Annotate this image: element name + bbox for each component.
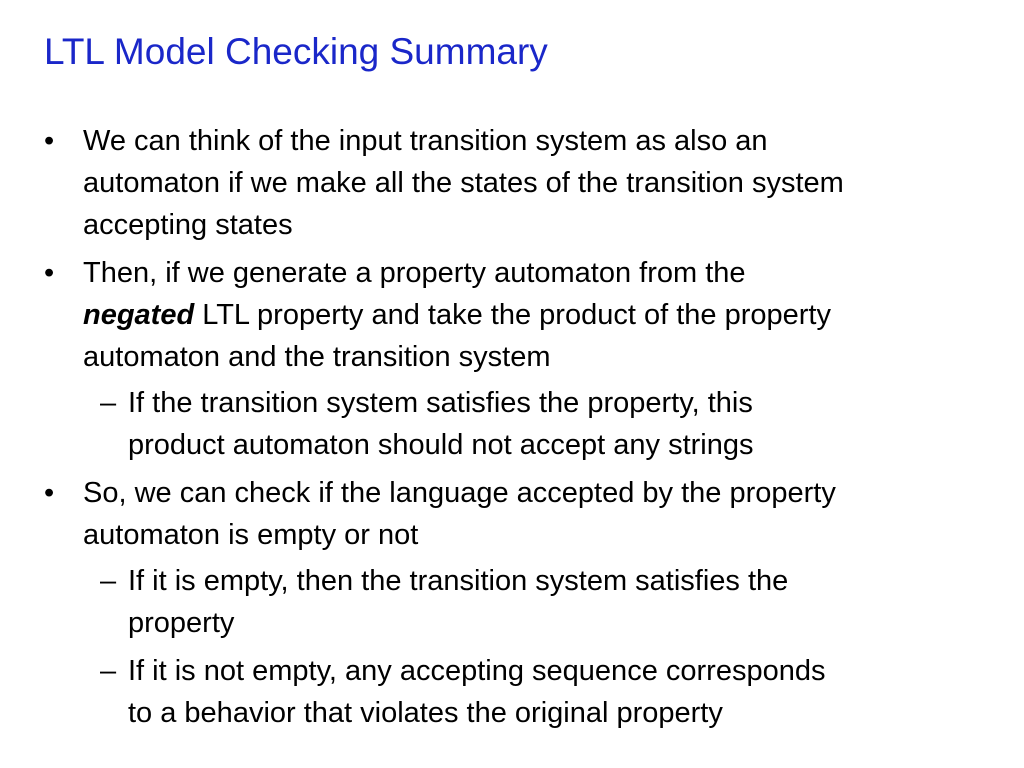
sub-bullet-text [128,382,1008,466]
bullet-line: product automaton should not accept any strings [128,429,754,461]
bullet-line: automaton if we make all the states of the transition system [83,167,844,199]
bullet-marker: • [44,257,55,289]
bullet-text [83,252,1003,378]
bullet-line: property [128,607,235,639]
emphasized-word: negated [83,299,195,331]
bullet-line: Then, if we generate a property automaton from the [83,257,746,289]
bullet-line: So, we can check if the language accepted by the property [83,477,836,509]
bullet-text [83,120,1003,246]
bullet-line: If it is not empty, any accepting sequence corresponds [128,655,826,687]
slide-title: LTL Model Checking Summary [44,31,548,72]
dash-marker: – [100,387,117,419]
sub-bullet-text [128,650,1008,734]
bullet-line: We can think of the input transition system as also an [83,125,768,157]
dash-marker: – [100,565,117,597]
bullet-line: automaton and the transition system [83,341,551,373]
bullet-marker: • [44,477,55,509]
bullet-line: If it is empty, then the transition system satisfies the [128,565,789,597]
bullet-line: automaton is empty or not [83,519,419,551]
bullet-line: to a behavior that violates the original property [128,697,723,729]
bullet-line [83,294,1003,336]
bullet-line: accepting states [83,209,293,241]
bullet-text [83,472,1003,556]
bullet-line-rest: LTL property and take the product of the property [194,299,831,331]
sub-bullet-text [128,560,1008,644]
bullet-marker: • [44,125,55,157]
dash-marker: – [100,655,117,687]
bullet-line: If the transition system satisfies the property, this [128,387,753,419]
